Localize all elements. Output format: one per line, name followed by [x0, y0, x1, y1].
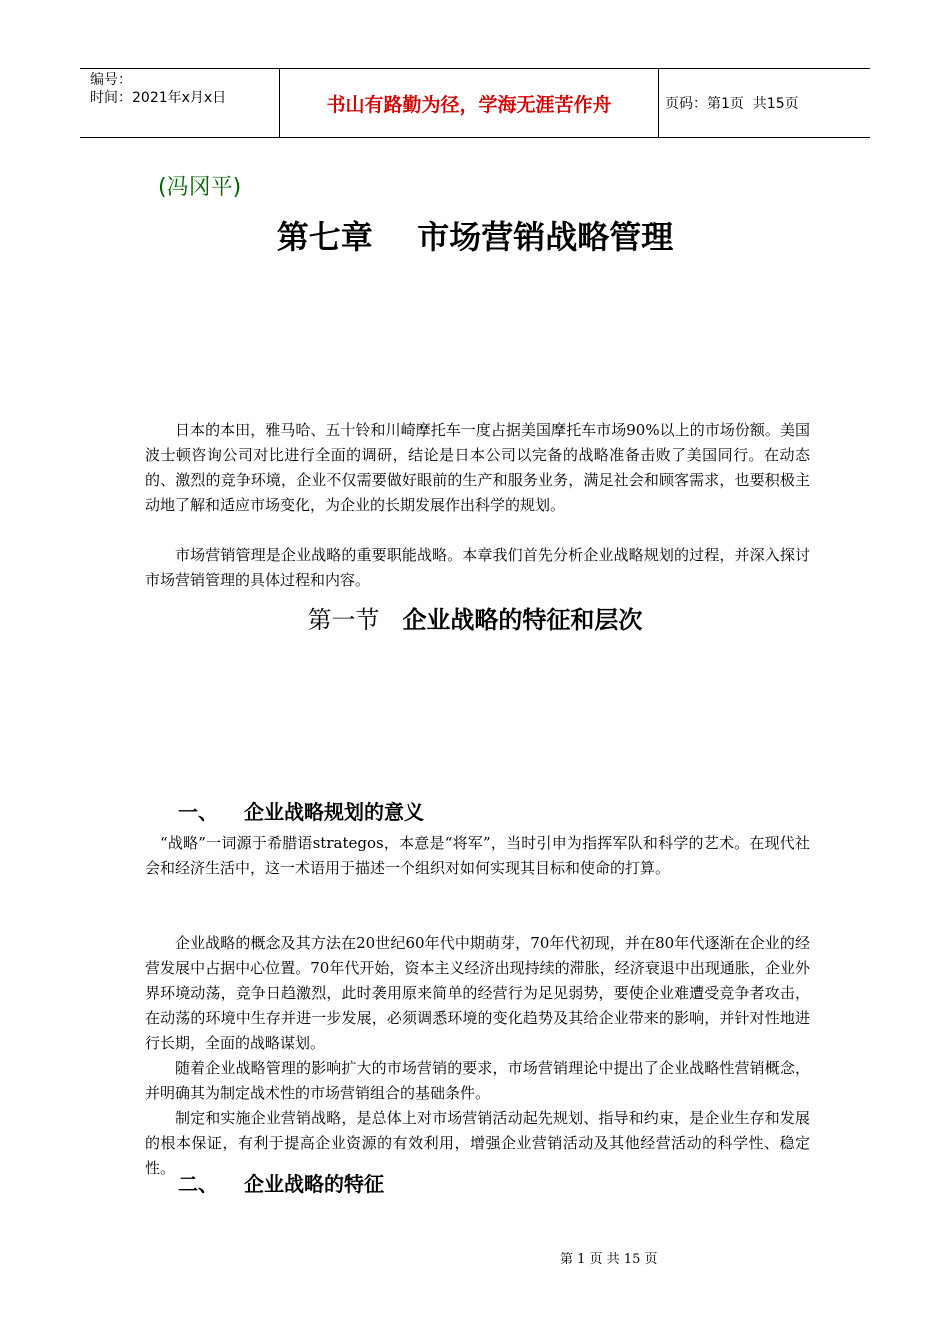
time-label: 时间：2021年x月x日	[90, 90, 227, 106]
header-table	[80, 68, 870, 138]
motto: 书山有路勤为径，学海无涯苦作舟	[280, 69, 659, 137]
intro-paragraph-1: 日本的本田，雅马哈、五十铃和川崎摩托车一度占据美国摩托车市场90%以上的市场份额。美国波士顿咨询公司对比进行全面的调研，结论是日本公司以完备的战略准备击败了美国同行。在动态的、激烈的竞争环境，企业不仅需要做好眼前的生产和服务业务，满足社会和顾客需求，也要积极主动地了解和适应市场变化，为企业的长期发展作出科学的规划。	[145, 421, 810, 514]
heading-2-1	[178, 796, 424, 825]
body-paragraph-1: “战略”一词源于希腊语strategos，本意是“将军”，当时引申为指挥军队和科学的艺术。在现代社会和经济生活中，这一术语用于描述一个组织对如何实现其目标和使命的打算。	[145, 834, 810, 877]
chapter-title	[0, 212, 950, 258]
chapter-title-text: 第七章 市场营销战略管理	[276, 218, 674, 256]
page-info-cell	[659, 69, 870, 137]
heading-2-1-title: 企业战略规划的意义	[244, 800, 424, 824]
section-heading	[0, 600, 950, 635]
heading-2-1-number: 一、	[178, 800, 218, 824]
section-number: 第一节	[307, 606, 380, 634]
author: (冯冈平)	[158, 175, 242, 200]
intro-paragraph-2: 市场营销管理是企业战略的重要职能战略。本章我们首先分析企业战略规划的过程，并深入探讨市场营销管理的具体过程和内容。	[145, 546, 810, 589]
heading-2-2-number: 二、	[178, 1172, 218, 1196]
heading-2-2-title: 企业战略的特征	[244, 1172, 384, 1196]
page-info: 页码：第1页 共15页	[665, 96, 799, 112]
body-paragraph-4: 制定和实施企业营销战略，是总体上对市场营销活动起先规划、指导和约束，是企业生存和发展的根本保证，有利于提高企业资源的有效利用，增强企业营销活动及其他经营活动的科学性、稳定性。	[145, 1109, 810, 1177]
footer-page-number: 第 1 页 共 15 页	[560, 1252, 658, 1267]
page-footer	[560, 1248, 657, 1267]
section-title: 企业战略的特征和层次	[402, 606, 643, 634]
number-label: 编号：	[90, 72, 132, 88]
header-left-cell	[80, 69, 280, 137]
body-paragraph-3: 随着企业战略管理的影响扩大的市场营销的要求，市场营销理论中提出了企业战略性营销概念，并明确其为制定战术性的市场营销组合的基础条件。	[145, 1059, 810, 1102]
heading-2-2	[178, 1168, 384, 1197]
body-paragraph-2: 企业战略的概念及其方法在20世纪60年代中期萌芽，70年代初现，并在80年代逐渐在企业的经营发展中占据中心位置。70年代开始，资本主义经济出现持续的滞胀，经济衰退中出现通胀，企业外界环境动荡，竞争日趋激烈，此时袭用原来简单的经营行为足见弱势，要使企业难遭受竞争者攻击，在动荡的环境中生存并进一步发展，必须调悉环境的变化趋势及其给企业带来的影响，并针对性地进行长期，全面的战略谋划。	[145, 934, 810, 1052]
